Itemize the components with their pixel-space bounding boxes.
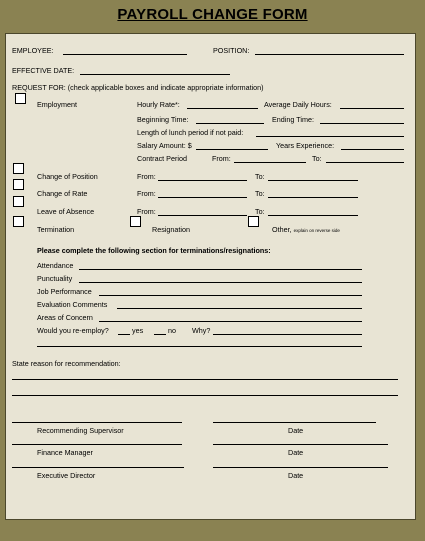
evaluation-comments-label: Evaluation Comments bbox=[37, 300, 108, 309]
punctuality-label: Punctuality bbox=[37, 274, 73, 283]
contract-from-label: From: bbox=[212, 154, 231, 163]
ending-time-label: Ending Time: bbox=[272, 115, 314, 124]
termination-checkbox[interactable] bbox=[13, 216, 24, 227]
employment-checkbox[interactable] bbox=[15, 93, 26, 104]
termination-label: Termination bbox=[37, 225, 75, 234]
position-label: POSITION: bbox=[213, 46, 250, 55]
change-position-label: Change of Position bbox=[37, 172, 98, 181]
recommendation-line-2[interactable] bbox=[12, 395, 398, 396]
supervisor-signature-line[interactable] bbox=[12, 422, 182, 423]
change-rate-to-field[interactable] bbox=[268, 197, 358, 198]
change-position-to-label: To: bbox=[255, 172, 265, 181]
reemploy-label: Would you re-employ? bbox=[37, 326, 109, 335]
areas-concern-field[interactable] bbox=[99, 321, 362, 322]
leave-absence-checkbox[interactable] bbox=[13, 196, 24, 207]
supervisor-label: Recommending Supervisor bbox=[37, 426, 124, 435]
reemploy-yes-field[interactable] bbox=[118, 334, 130, 335]
employment-label: Employment bbox=[37, 100, 77, 109]
beginning-time-label: Beginning Time: bbox=[137, 115, 189, 124]
finance-date-label: Date bbox=[288, 448, 304, 457]
contract-period-label: Contract Period bbox=[137, 154, 187, 163]
other-checkbox[interactable] bbox=[248, 216, 259, 227]
salary-amount-field[interactable] bbox=[196, 149, 268, 150]
executive-director-label: Executive Director bbox=[37, 471, 96, 480]
job-performance-label: Job Performance bbox=[37, 287, 92, 296]
contract-from-field[interactable] bbox=[234, 162, 306, 163]
change-rate-label: Change of Rate bbox=[37, 189, 88, 198]
executive-date-line[interactable] bbox=[213, 467, 388, 468]
lunch-period-field[interactable] bbox=[256, 136, 404, 137]
employee-field[interactable] bbox=[63, 54, 187, 55]
executive-signature-line[interactable] bbox=[12, 467, 184, 468]
leave-absence-to-label: To: bbox=[255, 207, 265, 216]
effective-date-label: EFFECTIVE DATE: bbox=[12, 66, 75, 75]
hourly-rate-label: Hourly Rate*: bbox=[137, 100, 180, 109]
ending-time-field[interactable] bbox=[320, 123, 404, 124]
change-rate-checkbox[interactable] bbox=[13, 179, 24, 190]
employee-label: EMPLOYEE: bbox=[12, 46, 54, 55]
position-field[interactable] bbox=[255, 54, 404, 55]
recommendation-line-1[interactable] bbox=[12, 379, 398, 380]
contract-to-field[interactable] bbox=[326, 162, 404, 163]
salary-amount-label: Salary Amount: $ bbox=[137, 141, 192, 150]
leave-absence-to-field[interactable] bbox=[268, 215, 358, 216]
leave-absence-from-field[interactable] bbox=[158, 215, 247, 216]
supervisor-date-line[interactable] bbox=[213, 422, 376, 423]
other-text: Other, bbox=[272, 225, 292, 234]
reemploy-no-label: no bbox=[168, 326, 176, 335]
resignation-checkbox[interactable] bbox=[130, 216, 141, 227]
areas-concern-label: Areas of Concern bbox=[37, 313, 93, 322]
reemploy-no-field[interactable] bbox=[154, 334, 166, 335]
other-label bbox=[272, 225, 340, 235]
attendance-field[interactable] bbox=[79, 269, 362, 270]
finance-manager-label: Finance Manager bbox=[37, 448, 93, 457]
effective-date-field[interactable] bbox=[80, 74, 230, 75]
lunch-period-label: Length of lunch period if not paid: bbox=[137, 128, 244, 137]
change-rate-to-label: To: bbox=[255, 189, 265, 198]
terminations-heading: Please complete the following section for terminations/resignations: bbox=[37, 246, 271, 255]
form-title: PAYROLL CHANGE FORM bbox=[117, 6, 308, 23]
change-position-from-field[interactable] bbox=[158, 180, 247, 181]
other-note: explain on reverse side bbox=[293, 228, 340, 233]
contract-to-label: To: bbox=[312, 154, 322, 163]
job-performance-field[interactable] bbox=[99, 295, 362, 296]
why-field[interactable] bbox=[213, 334, 362, 335]
why-label: Why? bbox=[192, 326, 211, 335]
punctuality-field[interactable] bbox=[79, 282, 362, 283]
change-position-from-label: From: bbox=[137, 172, 156, 181]
hourly-rate-field[interactable] bbox=[187, 108, 258, 109]
recommendation-label: State reason for recommendation: bbox=[12, 359, 121, 368]
form-paper bbox=[5, 33, 416, 520]
avg-daily-hours-field[interactable] bbox=[340, 108, 404, 109]
leave-absence-label: Leave of Absence bbox=[37, 207, 95, 216]
supervisor-date-label: Date bbox=[288, 426, 304, 435]
leave-absence-from-label: From: bbox=[137, 207, 156, 216]
change-rate-from-field[interactable] bbox=[158, 197, 247, 198]
request-for-label: REQUEST FOR: (check applicable boxes and indicate appropriate information) bbox=[12, 83, 264, 92]
reemploy-yes-label: yes bbox=[132, 326, 144, 335]
years-experience-label: Years Experience: bbox=[276, 141, 335, 150]
why-field-continued[interactable] bbox=[37, 346, 362, 347]
beginning-time-field[interactable] bbox=[196, 123, 264, 124]
finance-date-line[interactable] bbox=[213, 444, 388, 445]
evaluation-comments-field[interactable] bbox=[117, 308, 362, 309]
executive-date-label: Date bbox=[288, 471, 304, 480]
change-rate-from-label: From: bbox=[137, 189, 156, 198]
attendance-label: Attendance bbox=[37, 261, 74, 270]
resignation-label: Resignation bbox=[152, 225, 190, 234]
change-position-to-field[interactable] bbox=[268, 180, 358, 181]
years-experience-field[interactable] bbox=[341, 149, 404, 150]
change-position-checkbox[interactable] bbox=[13, 163, 24, 174]
finance-signature-line[interactable] bbox=[12, 444, 182, 445]
avg-daily-hours-label: Average Daily Hours: bbox=[264, 100, 332, 109]
